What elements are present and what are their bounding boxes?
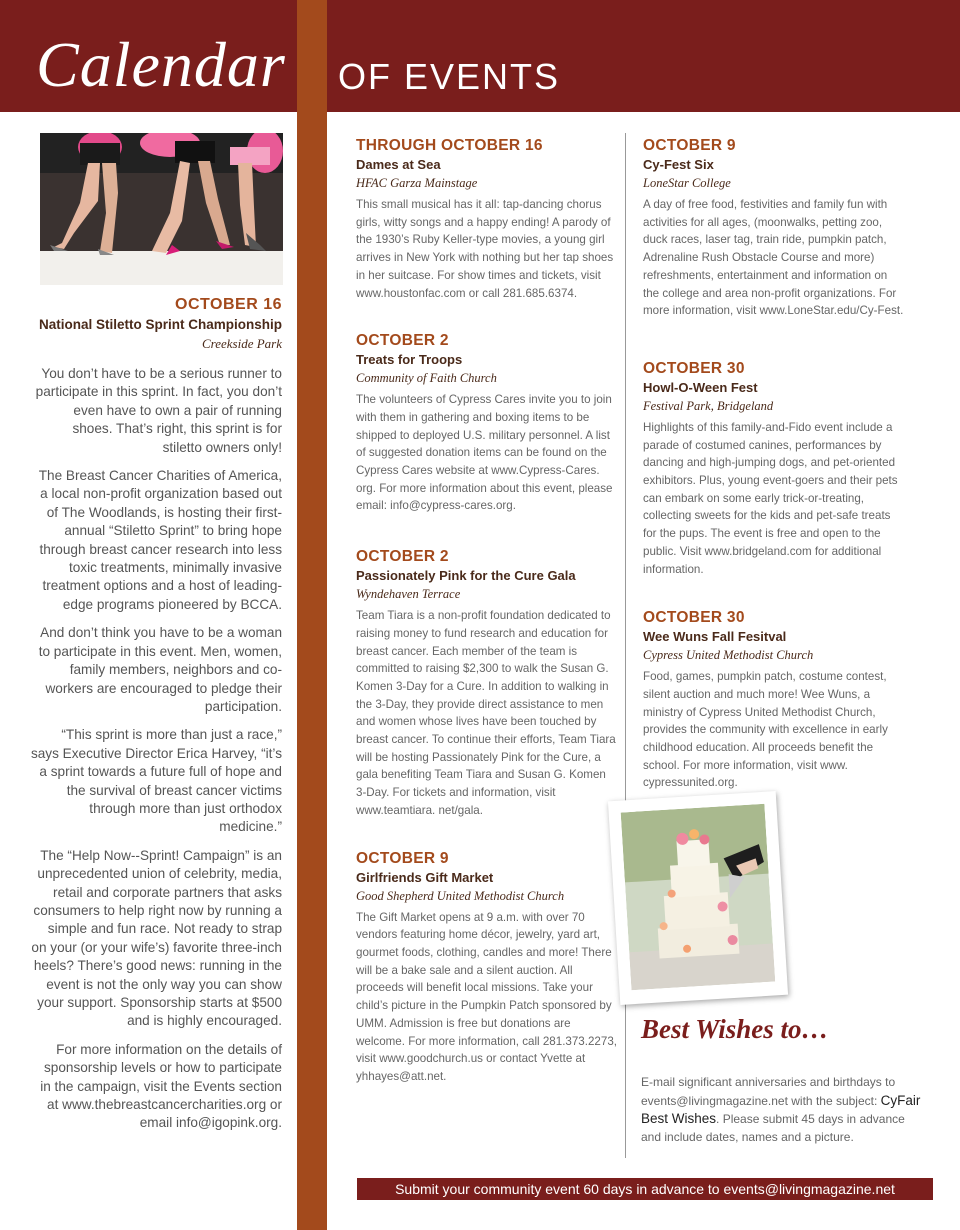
paragraph: The “Help Now--Sprint! Campaign” is an unprecedented union of celebrity, media, retail and corporate partners that asks consumers to help right now by running a simple and fun race. Not ready to strap on your (or your wife’s) favorite three-inch heels? There’s good news: running in the event is not the only way you can show your support. Sponsorship starts at $500 and is highly encouraged.: [31, 847, 282, 1029]
event-title: Dames at Sea: [356, 157, 441, 172]
best-wishes-text: [641, 1074, 921, 1146]
best-wishes-section: [641, 1014, 921, 1146]
vertical-stripe: [297, 0, 327, 1230]
event-venue: Creekside Park: [201, 336, 282, 351]
event-listing: [356, 548, 618, 819]
wedding-cake-photo: [608, 791, 788, 1005]
event-venue: Community of Faith Church: [356, 371, 497, 386]
event-description: Team Tiara is a non-profit foundation dedicated to raising money to fund research and education for breast cancer. Each member of the team is committed to raising $2,300 to walk the Susan G. Komen 3-Day for a Cure. In addition to walking in the 3-Day, they provide direct assistance to men and women whose lives have been touched by breast cancer. To continue their efforts, Team Tiara will be hosting Passionately Pink for the Cure, a gala benefiting Team Tiara and Susan G. Komen 3-Day. For tickets and information, visit www.teamtiara. net/gala.: [356, 609, 616, 817]
event-description: Highlights of this family-and-Fido event include a parade of costumed canines, performances by dancing and high-jumping dogs, and pet-oriented exhibitors. Plus, young event-goers and their pets can embark on some early trick-or-treating, collecting sweets for the kids and pet-safe treats for the pups. The event is free and open to the public. Visit www.bridgeland.com for additional information.: [643, 420, 898, 576]
event-listing: [643, 360, 905, 578]
paragraph: And don’t think you have to be a woman to participate in this event. Men, women, family members, neighbors and co-workers are encouraged to pledge their participation.: [38, 625, 282, 714]
event-title: Wee Wuns Fall Fesitval: [643, 629, 787, 645]
event-title: Howl-O-Ween Fest: [643, 379, 758, 395]
text: . Please submit 45 days in advance and include dates, names and a picture.: [641, 1112, 905, 1144]
event-description: This small musical has it all: tap-dancing chorus girls, witty songs and a happy ending! A parody of the 1930’s Ruby Keller-type movies, a young girl arrives in New York with nothing but her tap shoes in her suitcase. For show times and tickets, visit www.houstonfac.com or call 281.685.6374.: [356, 198, 614, 300]
event-venue: Festival Park, Bridgeland: [643, 398, 774, 413]
event-description: A day of free food, festivities and family fun with activities for all ages, (moonwalks, petting zoo, duck races, laser tag, train ride, pumpkin patch, Adrenaline Rush Obstacle Course and more) refreshments, entertainment and information on the college and area non-profit organizations. For more information, visit www.LoneStar.edu/Cy-Fest.: [643, 198, 904, 318]
paragraph: “This sprint is more than just a race,” says Executive Director Erica Harvey, “it’s a sprint towards a future full of hope and the survival of breast cancer victims through more than just orthodox medicine.”: [30, 727, 282, 835]
event-title: Treats for Troops: [356, 352, 463, 368]
page-subtitle: OF EVENTS: [338, 56, 561, 97]
paragraph: For more information on the details of sponsorship levels or how to participate in the campaign, visit the Events section at www.thebreastcancercharities.org or email info@igopink.org.: [40, 1041, 282, 1131]
event-date: THROUGH OCTOBER 16: [356, 137, 543, 154]
event-title: Passionately Pink for the Cure Gala: [356, 568, 576, 584]
text: E-mail significant anniversaries and birthdays to events@livingmagazine.net with the subject:: [641, 1075, 896, 1108]
event-title: Cy-Fest Six: [643, 157, 714, 172]
events-column-right: [643, 137, 905, 818]
event-listing: [643, 137, 905, 320]
event-title: Girlfriends Gift Market: [356, 869, 494, 885]
event-date: OCTOBER 2: [356, 548, 449, 566]
event-listing: [356, 850, 618, 1086]
event-listing: [643, 609, 905, 792]
events-column-middle: [356, 137, 618, 1112]
best-wishes-title: Best Wishes to…: [641, 1014, 829, 1044]
paragraph: The Breast Cancer Charities of America, a local non-profit organization based out of The Woodlands, is hosting their first-annual “Stiletto Sprint” to bring hope through breast cancer research into less toxic treatments, minimally invasive treatment options and a host of leading-edge programs pioneered by BCCA.: [38, 468, 282, 612]
event-venue: HFAC Garza Mainstage: [356, 176, 478, 190]
event-description: The volunteers of Cypress Cares invite you to join with them in gathering and boxing items to be shipped to deployed U.S. military personnel. A list of suggested donation items can be found on the Cypress Cares website at www.Cypress-Cares. org. For more information about this event, please email: info@cypress-cares.org.: [356, 393, 613, 513]
event-description: Food, games, pumpkin patch, costume contest, silent auction and much more! Wee Wuns, a ministry of Cypress United Methodist Church, provides the community with excellence in early childhood education. All proceeds benefit the school. For more information, visit www. cypressunited.org.: [643, 670, 888, 790]
submission-banner: Submit your community event 60 days in advance to events@livingmagazine.net: [357, 1178, 933, 1200]
event-date: OCTOBER 30: [643, 359, 745, 377]
featured-event: [30, 296, 282, 1133]
event-venue: Cypress United Methodist Church: [643, 648, 814, 663]
event-listing: [356, 137, 618, 302]
event-venue: Wyndehaven Terrace: [356, 587, 461, 602]
stiletto-runners-photo: [40, 133, 283, 285]
subject-line: CyFair Best Wishes: [641, 1092, 921, 1126]
event-date: OCTOBER 2: [356, 332, 449, 350]
event-venue: LoneStar College: [643, 176, 731, 190]
event-description: The Gift Market opens at 9 a.m. with over 70 vendors featuring home décor, jewelry, yard art, gourmet foods, clothing, candles and more! There will be a bake sale and a silent auction. All proceeds will benefit local missions. Take your child’s picture in the Pumpkin Patch sponsored by UMM. Admission is free but donations are welcome. For more information, call 281.373.2273, visit www.goodchurch.us or contact Yvette at yhhayes@att.net.: [356, 910, 617, 1083]
event-date: OCTOBER 9: [356, 849, 449, 867]
event-date: OCTOBER 9: [643, 137, 736, 154]
event-venue: Good Shepherd United Methodist Church: [356, 888, 565, 903]
event-date: OCTOBER 16: [175, 296, 282, 313]
paragraph: You don’t have to be a serious runner to participate in this sprint. In fact, you don’t even have to own a pair of running shoes. That’s right, this sprint is for stiletto owners only!: [35, 366, 282, 455]
event-listing: [356, 332, 618, 515]
event-date: OCTOBER 30: [643, 609, 745, 627]
page-title: Calendar: [36, 29, 286, 100]
event-body: [30, 365, 282, 1133]
event-title: National Stiletto Sprint Championship: [39, 317, 282, 332]
